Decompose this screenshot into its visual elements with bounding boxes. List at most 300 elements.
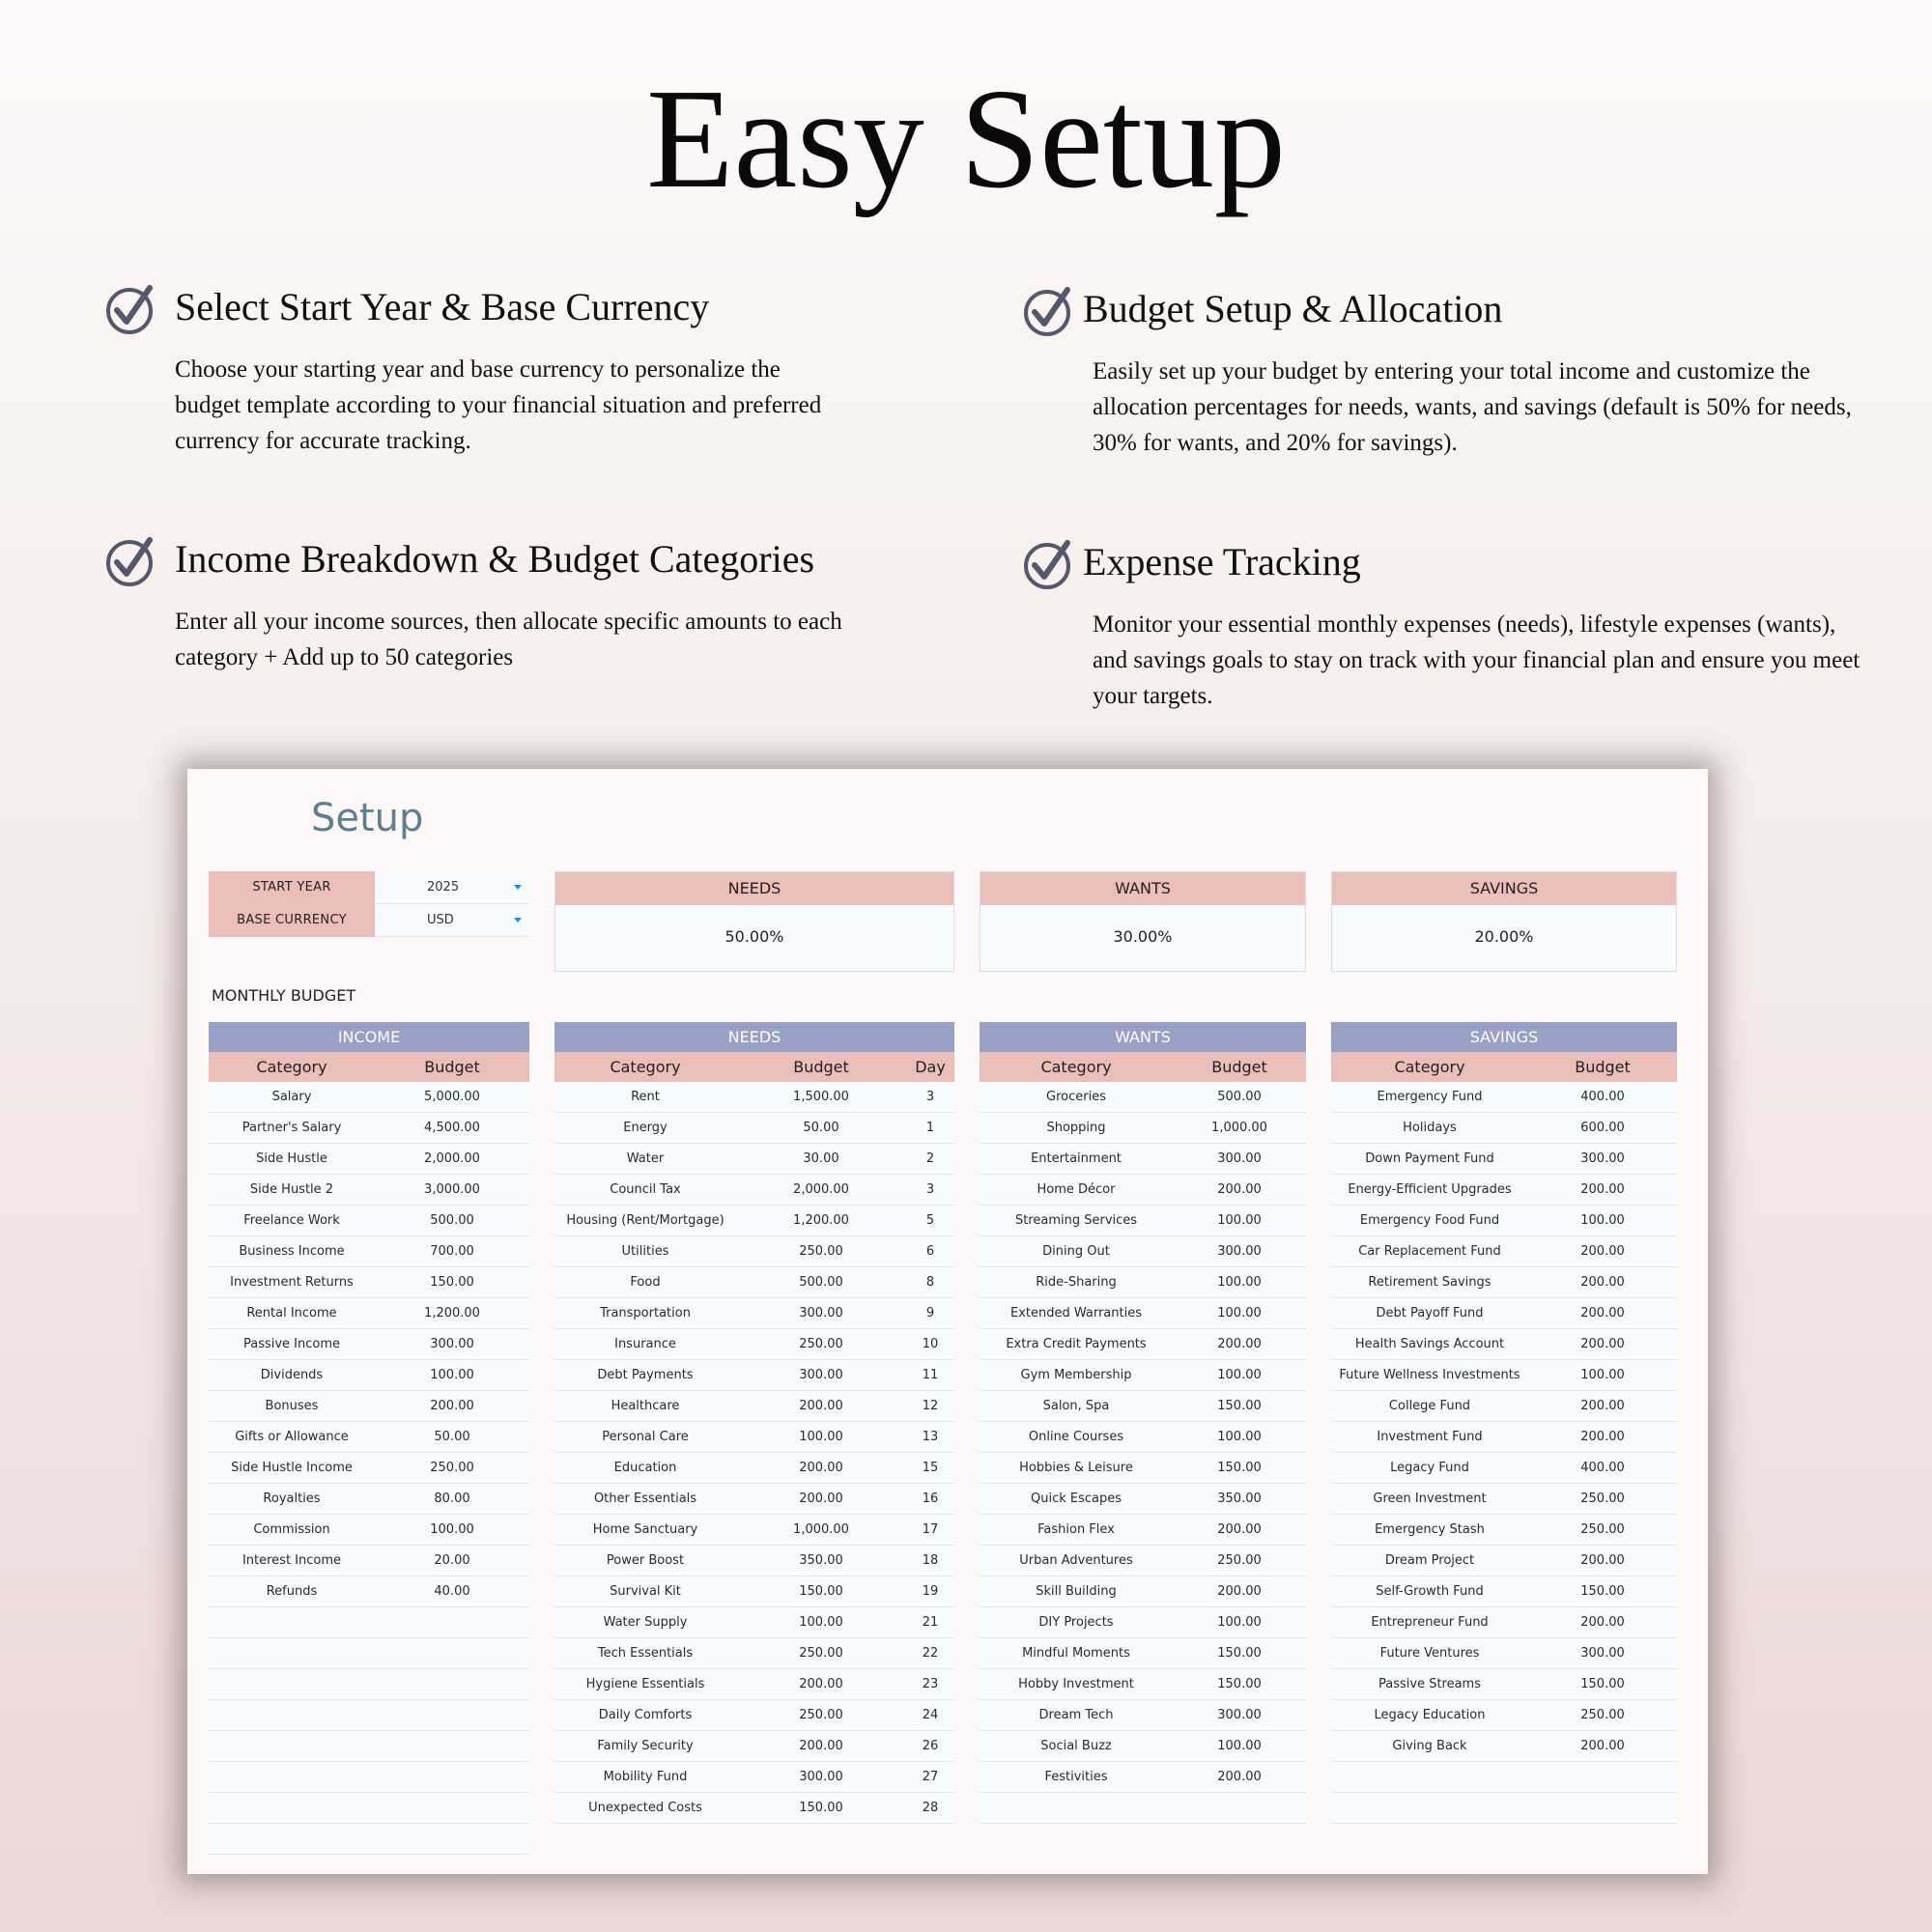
income-table-row <box>209 1515 529 1546</box>
budget-cell[interactable]: 300.00 <box>1217 1708 1262 1722</box>
category-cell[interactable]: Legacy Fund <box>1390 1461 1469 1475</box>
budget-cell[interactable]: 100.00 <box>1217 1275 1262 1290</box>
category-cell[interactable]: Home Sanctuary <box>592 1522 698 1537</box>
category-cell[interactable]: Fashion Flex <box>1037 1522 1115 1537</box>
budget-cell[interactable]: 100.00 <box>430 1368 474 1382</box>
category-cell[interactable]: Skill Building <box>1036 1584 1117 1599</box>
feature-budget-setup <box>1022 284 1891 458</box>
budget-cell[interactable]: 100.00 <box>799 1430 843 1444</box>
category-cell[interactable]: Bonuses <box>265 1399 319 1413</box>
budget-cell[interactable]: 400.00 <box>1580 1461 1625 1475</box>
budget-cell[interactable]: 500.00 <box>799 1275 843 1290</box>
category-cell[interactable]: Other Essentials <box>593 1492 697 1506</box>
category-cell[interactable]: Entrepreneur Fund <box>1371 1615 1489 1630</box>
budget-cell[interactable]: 100.00 <box>1217 1430 1262 1444</box>
day-cell[interactable]: 27 <box>922 1770 939 1784</box>
allocation-label: WANTS <box>980 872 1305 905</box>
day-cell[interactable]: 13 <box>922 1430 939 1444</box>
feature-expense-tracking <box>1022 537 1891 711</box>
wants-table-row <box>980 1484 1306 1515</box>
budget-cell[interactable]: 150.00 <box>799 1801 843 1815</box>
day-cell[interactable]: 22 <box>922 1646 939 1661</box>
budget-cell[interactable]: 200.00 <box>1217 1182 1262 1197</box>
budget-cell[interactable]: 300.00 <box>1217 1244 1262 1259</box>
savings-table-row <box>1331 1607 1677 1638</box>
category-cell[interactable]: Giving Back <box>1392 1739 1467 1753</box>
day-cell[interactable]: 19 <box>922 1584 939 1599</box>
category-cell[interactable]: Healthcare <box>611 1399 680 1413</box>
budget-cell[interactable]: 200.00 <box>1580 1337 1625 1351</box>
budget-cell[interactable]: 300.00 <box>430 1337 474 1351</box>
wants-table-row <box>980 1577 1306 1607</box>
budget-cell[interactable]: 2,000.00 <box>424 1151 480 1166</box>
needs-allocation-input[interactable]: 50.00% <box>724 927 784 946</box>
budget-cell[interactable]: 300.00 <box>1217 1151 1262 1166</box>
category-cell[interactable]: Car Replacement Fund <box>1358 1244 1501 1259</box>
category-cell[interactable]: Dividends <box>260 1368 324 1382</box>
budget-cell[interactable]: 200.00 <box>799 1739 843 1753</box>
start-year-select[interactable] <box>375 871 529 904</box>
budget-cell[interactable]: 100.00 <box>1217 1615 1262 1630</box>
wants-table-row <box>980 1607 1306 1638</box>
checkmark-icon <box>104 282 158 336</box>
day-cell[interactable]: 8 <box>925 1275 935 1290</box>
needs-table-row <box>554 1546 954 1577</box>
category-cell[interactable]: Refunds <box>266 1584 318 1599</box>
category-cell[interactable]: Retirement Savings <box>1368 1275 1492 1290</box>
budget-cell[interactable]: 200.00 <box>1580 1399 1625 1413</box>
budget-column-header: Budget <box>424 1058 480 1076</box>
budget-cell[interactable]: 300.00 <box>1580 1151 1625 1166</box>
budget-cell[interactable]: 250.00 <box>799 1646 843 1661</box>
budget-cell[interactable]: 150.00 <box>799 1584 843 1599</box>
category-cell[interactable]: Unexpected Costs <box>588 1801 702 1815</box>
category-cell[interactable]: Partner's Salary <box>242 1121 342 1135</box>
wants-table-row <box>980 1638 1306 1669</box>
category-cell[interactable]: Survival Kit <box>610 1584 681 1599</box>
savings-table-row <box>1331 1175 1677 1206</box>
sheet-title: Setup <box>311 796 424 840</box>
needs-table-row <box>554 1793 954 1824</box>
budget-cell[interactable]: 250.00 <box>1580 1522 1625 1537</box>
budget-cell[interactable]: 350.00 <box>799 1553 843 1568</box>
budget-cell[interactable]: 150.00 <box>1217 1399 1262 1413</box>
budget-cell[interactable]: 200.00 <box>1217 1522 1262 1537</box>
budget-cell[interactable]: 50.00 <box>434 1430 470 1444</box>
needs-table-row <box>554 1175 954 1206</box>
category-cell[interactable]: Urban Adventures <box>1019 1553 1133 1568</box>
budget-cell[interactable]: 200.00 <box>1580 1430 1625 1444</box>
budget-cell[interactable]: 400.00 <box>1580 1090 1625 1104</box>
category-cell[interactable]: Entertainment <box>1031 1151 1122 1166</box>
day-cell[interactable]: 23 <box>922 1677 939 1691</box>
start-year-control <box>209 871 529 904</box>
category-cell[interactable]: Gifts or Allowance <box>235 1430 349 1444</box>
budget-cell[interactable]: 30.00 <box>803 1151 839 1166</box>
category-cell[interactable]: Business Income <box>239 1244 345 1259</box>
income-table-row <box>209 1669 529 1700</box>
budget-cell[interactable]: 100.00 <box>1217 1368 1262 1382</box>
start-year-label: START YEAR <box>209 871 375 904</box>
budget-cell[interactable]: 1,500.00 <box>793 1090 849 1104</box>
day-cell[interactable]: 9 <box>925 1306 935 1321</box>
category-cell[interactable]: Streaming Services <box>1014 1213 1138 1228</box>
savings-table-row <box>1331 1793 1677 1824</box>
budget-cell[interactable]: 100.00 <box>1217 1306 1262 1321</box>
needs-table-row <box>554 1267 954 1298</box>
wants-table-row <box>980 1267 1306 1298</box>
budget-cell[interactable]: 200.00 <box>1217 1584 1262 1599</box>
savings-table-row <box>1331 1762 1677 1793</box>
budget-cell[interactable]: 3,000.00 <box>424 1182 480 1197</box>
category-cell[interactable]: Holidays <box>1403 1121 1457 1135</box>
budget-cell[interactable]: 80.00 <box>434 1492 470 1506</box>
income-table <box>209 1022 529 1855</box>
category-cell[interactable]: Hygiene Essentials <box>585 1677 705 1691</box>
savings-table-row <box>1331 1515 1677 1546</box>
wants-table-row <box>980 1175 1306 1206</box>
category-cell[interactable]: Extra Credit Payments <box>1006 1337 1147 1351</box>
allocation-label: SAVINGS <box>1332 872 1676 905</box>
category-cell[interactable]: Personal Care <box>602 1430 689 1444</box>
budget-cell[interactable]: 300.00 <box>799 1306 843 1321</box>
category-column-header: Category <box>1394 1058 1465 1076</box>
category-cell[interactable]: Royalties <box>263 1492 321 1506</box>
wants-table-row <box>980 1669 1306 1700</box>
income-table-title: INCOME <box>209 1022 529 1052</box>
savings-table-row <box>1331 1298 1677 1329</box>
category-cell[interactable]: Salary <box>271 1090 312 1104</box>
category-cell[interactable]: Passive Streams <box>1378 1677 1481 1691</box>
budget-cell[interactable]: 20.00 <box>434 1553 470 1568</box>
category-cell[interactable]: Gym Membership <box>1020 1368 1132 1382</box>
category-cell[interactable]: Social Buzz <box>1040 1739 1112 1753</box>
day-cell[interactable]: 21 <box>922 1615 939 1630</box>
category-cell[interactable]: Interest Income <box>242 1553 342 1568</box>
category-cell[interactable]: Health Savings Account <box>1354 1337 1505 1351</box>
budget-cell[interactable]: 300.00 <box>1580 1646 1625 1661</box>
income-table-row <box>209 1700 529 1731</box>
savings-table <box>1331 1022 1677 1824</box>
category-cell[interactable]: Mobility Fund <box>603 1770 688 1784</box>
wants-table-row <box>980 1206 1306 1236</box>
budget-cell[interactable]: 100.00 <box>1580 1213 1625 1228</box>
category-cell[interactable]: Emergency Food Fund <box>1359 1213 1500 1228</box>
needs-table-row <box>554 1762 954 1793</box>
budget-cell[interactable]: 150.00 <box>1217 1461 1262 1475</box>
category-cell[interactable]: Food <box>630 1275 661 1290</box>
budget-cell[interactable]: 1,200.00 <box>793 1213 849 1228</box>
budget-cell[interactable]: 250.00 <box>1217 1553 1262 1568</box>
budget-cell[interactable]: 150.00 <box>1580 1677 1625 1691</box>
budget-cell[interactable]: 700.00 <box>430 1244 474 1259</box>
day-cell[interactable]: 2 <box>925 1151 935 1166</box>
wants-table-row <box>980 1113 1306 1144</box>
day-cell[interactable]: 11 <box>922 1368 939 1382</box>
budget-cell[interactable]: 100.00 <box>1217 1213 1262 1228</box>
category-cell[interactable]: Insurance <box>614 1337 676 1351</box>
category-cell[interactable]: Salon, Spa <box>1042 1399 1110 1413</box>
budget-cell[interactable]: 1,000.00 <box>1211 1121 1267 1135</box>
wants-table-row <box>980 1453 1306 1484</box>
category-cell[interactable]: Energy-Efficient Upgrades <box>1348 1182 1512 1197</box>
budget-cell[interactable]: 500.00 <box>430 1213 474 1228</box>
budget-cell[interactable]: 200.00 <box>799 1492 843 1506</box>
budget-cell[interactable]: 150.00 <box>1580 1584 1625 1599</box>
budget-cell[interactable]: 100.00 <box>430 1522 474 1537</box>
needs-table-row <box>554 1113 954 1144</box>
category-cell[interactable]: DIY Projects <box>1038 1615 1114 1630</box>
category-cell[interactable]: Power Boost <box>606 1553 685 1568</box>
budget-cell[interactable]: 200.00 <box>1217 1337 1262 1351</box>
needs-table <box>554 1022 954 1824</box>
savings-table-row <box>1331 1484 1677 1515</box>
budget-cell[interactable]: 4,500.00 <box>424 1121 480 1135</box>
budget-cell[interactable]: 250.00 <box>1580 1492 1625 1506</box>
budget-cell[interactable]: 150.00 <box>1217 1677 1262 1691</box>
monthly-budget-label: MONTHLY BUDGET <box>212 986 356 1005</box>
category-cell[interactable]: Rental Income <box>246 1306 337 1321</box>
savings-allocation <box>1331 871 1677 972</box>
category-cell[interactable]: Down Payment Fund <box>1365 1151 1494 1166</box>
savings-table-row <box>1331 1206 1677 1236</box>
category-cell[interactable]: Online Courses <box>1028 1430 1124 1444</box>
needs-table-row <box>554 1329 954 1360</box>
income-table-row <box>209 1793 529 1824</box>
dropdown-arrow-icon[interactable] <box>514 885 522 890</box>
income-table-row <box>209 1607 529 1638</box>
budget-cell[interactable]: 250.00 <box>430 1461 474 1475</box>
category-cell[interactable]: Ride-Sharing <box>1036 1275 1117 1290</box>
category-cell[interactable]: Family Security <box>597 1739 694 1753</box>
budget-cell[interactable]: 40.00 <box>434 1584 470 1599</box>
needs-table-title: NEEDS <box>554 1022 954 1052</box>
budget-cell[interactable]: 200.00 <box>1580 1244 1625 1259</box>
budget-cell[interactable]: 250.00 <box>799 1708 843 1722</box>
budget-cell[interactable]: 600.00 <box>1580 1121 1625 1135</box>
budget-cell[interactable]: 1,000.00 <box>793 1522 849 1537</box>
budget-cell[interactable]: 300.00 <box>799 1368 843 1382</box>
income-table-row <box>209 1298 529 1329</box>
needs-allocation <box>554 871 954 972</box>
budget-cell[interactable]: 200.00 <box>1580 1182 1625 1197</box>
category-cell[interactable]: Legacy Education <box>1374 1708 1486 1722</box>
category-cell[interactable]: Debt Payments <box>597 1368 694 1382</box>
savings-table-row <box>1331 1577 1677 1607</box>
category-cell[interactable]: Dream Project <box>1384 1553 1475 1568</box>
category-cell[interactable]: Side Hustle 2 <box>249 1182 334 1197</box>
category-cell[interactable]: Investment Returns <box>230 1275 354 1290</box>
feature-title: Income Breakdown & Budget Categories <box>175 537 815 581</box>
category-cell[interactable]: Hobbies & Leisure <box>1019 1461 1133 1475</box>
needs-table-row <box>554 1607 954 1638</box>
savings-table-title: SAVINGS <box>1331 1022 1677 1052</box>
income-table-row <box>209 1824 529 1855</box>
budget-column-header: Budget <box>1211 1058 1267 1076</box>
day-cell[interactable]: 1 <box>925 1121 935 1135</box>
category-cell[interactable]: Freelance Work <box>243 1213 340 1228</box>
allocation-label: NEEDS <box>555 872 953 905</box>
income-table-row <box>209 1638 529 1669</box>
budget-cell[interactable]: 250.00 <box>799 1244 843 1259</box>
savings-table-row <box>1331 1144 1677 1175</box>
budget-cell[interactable]: 200.00 <box>799 1399 843 1413</box>
budget-cell[interactable]: 100.00 <box>1217 1739 1262 1753</box>
category-cell[interactable]: Dream Tech <box>1038 1708 1114 1722</box>
savings-table-row <box>1331 1422 1677 1453</box>
budget-column-header: Budget <box>793 1058 849 1076</box>
budget-cell[interactable]: 250.00 <box>1580 1708 1625 1722</box>
category-cell[interactable]: Future Wellness Investments <box>1339 1368 1520 1382</box>
category-cell[interactable]: Debt Payoff Fund <box>1376 1306 1484 1321</box>
budget-cell[interactable]: 1,200.00 <box>424 1306 480 1321</box>
budget-cell[interactable]: 200.00 <box>1580 1306 1625 1321</box>
budget-cell[interactable]: 250.00 <box>799 1337 843 1351</box>
day-cell[interactable]: 15 <box>922 1461 939 1475</box>
base-currency-control <box>209 904 529 937</box>
base-currency-label: BASE CURRENCY <box>209 904 375 937</box>
category-cell[interactable]: Shopping <box>1046 1121 1106 1135</box>
category-cell[interactable]: Green Investment <box>1373 1492 1487 1506</box>
savings-table-row <box>1331 1236 1677 1267</box>
category-cell[interactable]: Water Supply <box>603 1615 688 1630</box>
category-cell[interactable]: Passive Income <box>242 1337 341 1351</box>
budget-cell[interactable]: 200.00 <box>1217 1770 1262 1784</box>
day-cell[interactable]: 6 <box>925 1244 935 1259</box>
day-cell[interactable]: 3 <box>925 1182 935 1197</box>
category-cell[interactable]: Extended Warranties <box>1009 1306 1142 1321</box>
category-cell[interactable]: Emergency Stash <box>1375 1522 1485 1537</box>
needs-table-row <box>554 1669 954 1700</box>
day-cell[interactable]: 5 <box>925 1213 935 1228</box>
budget-cell[interactable]: 200.00 <box>799 1677 843 1691</box>
wants-table-row <box>980 1546 1306 1577</box>
needs-column-headers <box>554 1052 954 1082</box>
category-cell[interactable]: Side Hustle Income <box>231 1461 353 1475</box>
day-column-header: Day <box>915 1058 946 1076</box>
category-cell[interactable]: Housing (Rent/Mortgage) <box>566 1213 724 1228</box>
wants-table-row <box>980 1700 1306 1731</box>
category-cell[interactable]: Side Hustle <box>256 1151 327 1166</box>
day-cell[interactable]: 3 <box>925 1090 935 1104</box>
category-cell[interactable]: Mindful Moments <box>1022 1646 1130 1661</box>
budget-cell[interactable]: 200.00 <box>430 1399 474 1413</box>
feature-description: Choose your starting year and base currency to personalize the budget template according to your financial situation and preferred currency for accurate tracking. <box>175 356 822 454</box>
category-cell[interactable]: Education <box>613 1461 677 1475</box>
day-cell[interactable]: 28 <box>922 1801 939 1815</box>
category-cell[interactable]: Quick Escapes <box>1030 1492 1122 1506</box>
budget-cell[interactable]: 500.00 <box>1217 1090 1262 1104</box>
category-cell[interactable]: Rent <box>631 1090 660 1104</box>
category-cell[interactable]: Tech Essentials <box>597 1646 694 1661</box>
dropdown-arrow-icon[interactable] <box>514 918 522 923</box>
checkmark-icon <box>1022 537 1076 591</box>
category-cell[interactable]: Groceries <box>1046 1090 1106 1104</box>
budget-cell[interactable]: 200.00 <box>1580 1615 1625 1630</box>
day-cell[interactable]: 24 <box>922 1708 939 1722</box>
category-cell[interactable]: Home Décor <box>1037 1182 1116 1197</box>
wants-allocation-input[interactable]: 30.00% <box>1113 927 1173 946</box>
needs-table-row <box>554 1731 954 1762</box>
income-table-row <box>209 1175 529 1206</box>
budget-cell[interactable]: 200.00 <box>1580 1739 1625 1753</box>
needs-table-row <box>554 1144 954 1175</box>
budget-cell[interactable]: 200.00 <box>799 1461 843 1475</box>
wants-table-title: WANTS <box>980 1022 1306 1052</box>
category-cell[interactable]: Energy <box>623 1121 668 1135</box>
income-table-row <box>209 1329 529 1360</box>
feature-income-breakdown <box>104 534 877 679</box>
savings-allocation-input[interactable]: 20.00% <box>1474 927 1534 946</box>
wants-table-row <box>980 1793 1306 1824</box>
budget-cell[interactable]: 150.00 <box>1217 1646 1262 1661</box>
day-cell[interactable]: 17 <box>922 1522 939 1537</box>
category-cell[interactable]: College Fund <box>1388 1399 1471 1413</box>
category-column-header: Category <box>1040 1058 1112 1076</box>
day-cell[interactable]: 26 <box>922 1739 939 1753</box>
category-cell[interactable]: Utilities <box>621 1244 669 1259</box>
day-cell[interactable]: 12 <box>922 1399 939 1413</box>
needs-table-row <box>554 1298 954 1329</box>
category-cell[interactable]: Water <box>626 1151 665 1166</box>
income-table-row <box>209 1484 529 1515</box>
category-cell[interactable]: Transportation <box>600 1306 691 1321</box>
savings-table-row <box>1331 1453 1677 1484</box>
day-cell[interactable]: 16 <box>922 1492 939 1506</box>
category-cell[interactable]: Council Tax <box>610 1182 681 1197</box>
wants-table-row <box>980 1731 1306 1762</box>
budget-cell[interactable]: 100.00 <box>799 1615 843 1630</box>
category-cell[interactable]: Self-Growth Fund <box>1376 1584 1484 1599</box>
savings-column-headers <box>1331 1052 1677 1082</box>
category-column-header: Category <box>610 1058 681 1076</box>
budget-cell[interactable]: 200.00 <box>1580 1553 1625 1568</box>
savings-table-row <box>1331 1113 1677 1144</box>
base-currency-select[interactable] <box>375 904 529 937</box>
budget-cell[interactable]: 150.00 <box>430 1275 474 1290</box>
budget-cell[interactable]: 50.00 <box>803 1121 839 1135</box>
savings-table-row <box>1331 1700 1677 1731</box>
budget-cell[interactable]: 2,000.00 <box>793 1182 849 1197</box>
wants-table <box>980 1022 1306 1824</box>
wants-table-row <box>980 1298 1306 1329</box>
budget-cell[interactable]: 100.00 <box>1580 1368 1625 1382</box>
income-table-row <box>209 1422 529 1453</box>
needs-table-row <box>554 1422 954 1453</box>
wants-table-row <box>980 1360 1306 1391</box>
budget-cell[interactable]: 200.00 <box>1580 1275 1625 1290</box>
budget-cell[interactable]: 300.00 <box>799 1770 843 1784</box>
category-cell[interactable]: Emergency Fund <box>1377 1090 1483 1104</box>
needs-table-row <box>554 1515 954 1546</box>
day-cell[interactable]: 18 <box>922 1553 939 1568</box>
category-cell[interactable]: Daily Comforts <box>598 1708 693 1722</box>
savings-table-row <box>1331 1731 1677 1762</box>
start-year-value: 2025 <box>427 880 460 895</box>
budget-cell[interactable]: 5,000.00 <box>424 1090 480 1104</box>
income-table-row <box>209 1762 529 1793</box>
category-cell[interactable]: Investment Fund <box>1377 1430 1483 1444</box>
category-cell[interactable]: Future Ventures <box>1379 1646 1480 1661</box>
wants-table-row <box>980 1144 1306 1175</box>
day-cell[interactable]: 10 <box>922 1337 939 1351</box>
wants-table-row <box>980 1082 1306 1113</box>
category-cell[interactable]: Festivities <box>1044 1770 1108 1784</box>
budget-cell[interactable]: 350.00 <box>1217 1492 1262 1506</box>
category-cell[interactable]: Hobby Investment <box>1018 1677 1134 1691</box>
category-cell[interactable]: Dining Out <box>1042 1244 1110 1259</box>
category-cell[interactable]: Commission <box>253 1522 330 1537</box>
